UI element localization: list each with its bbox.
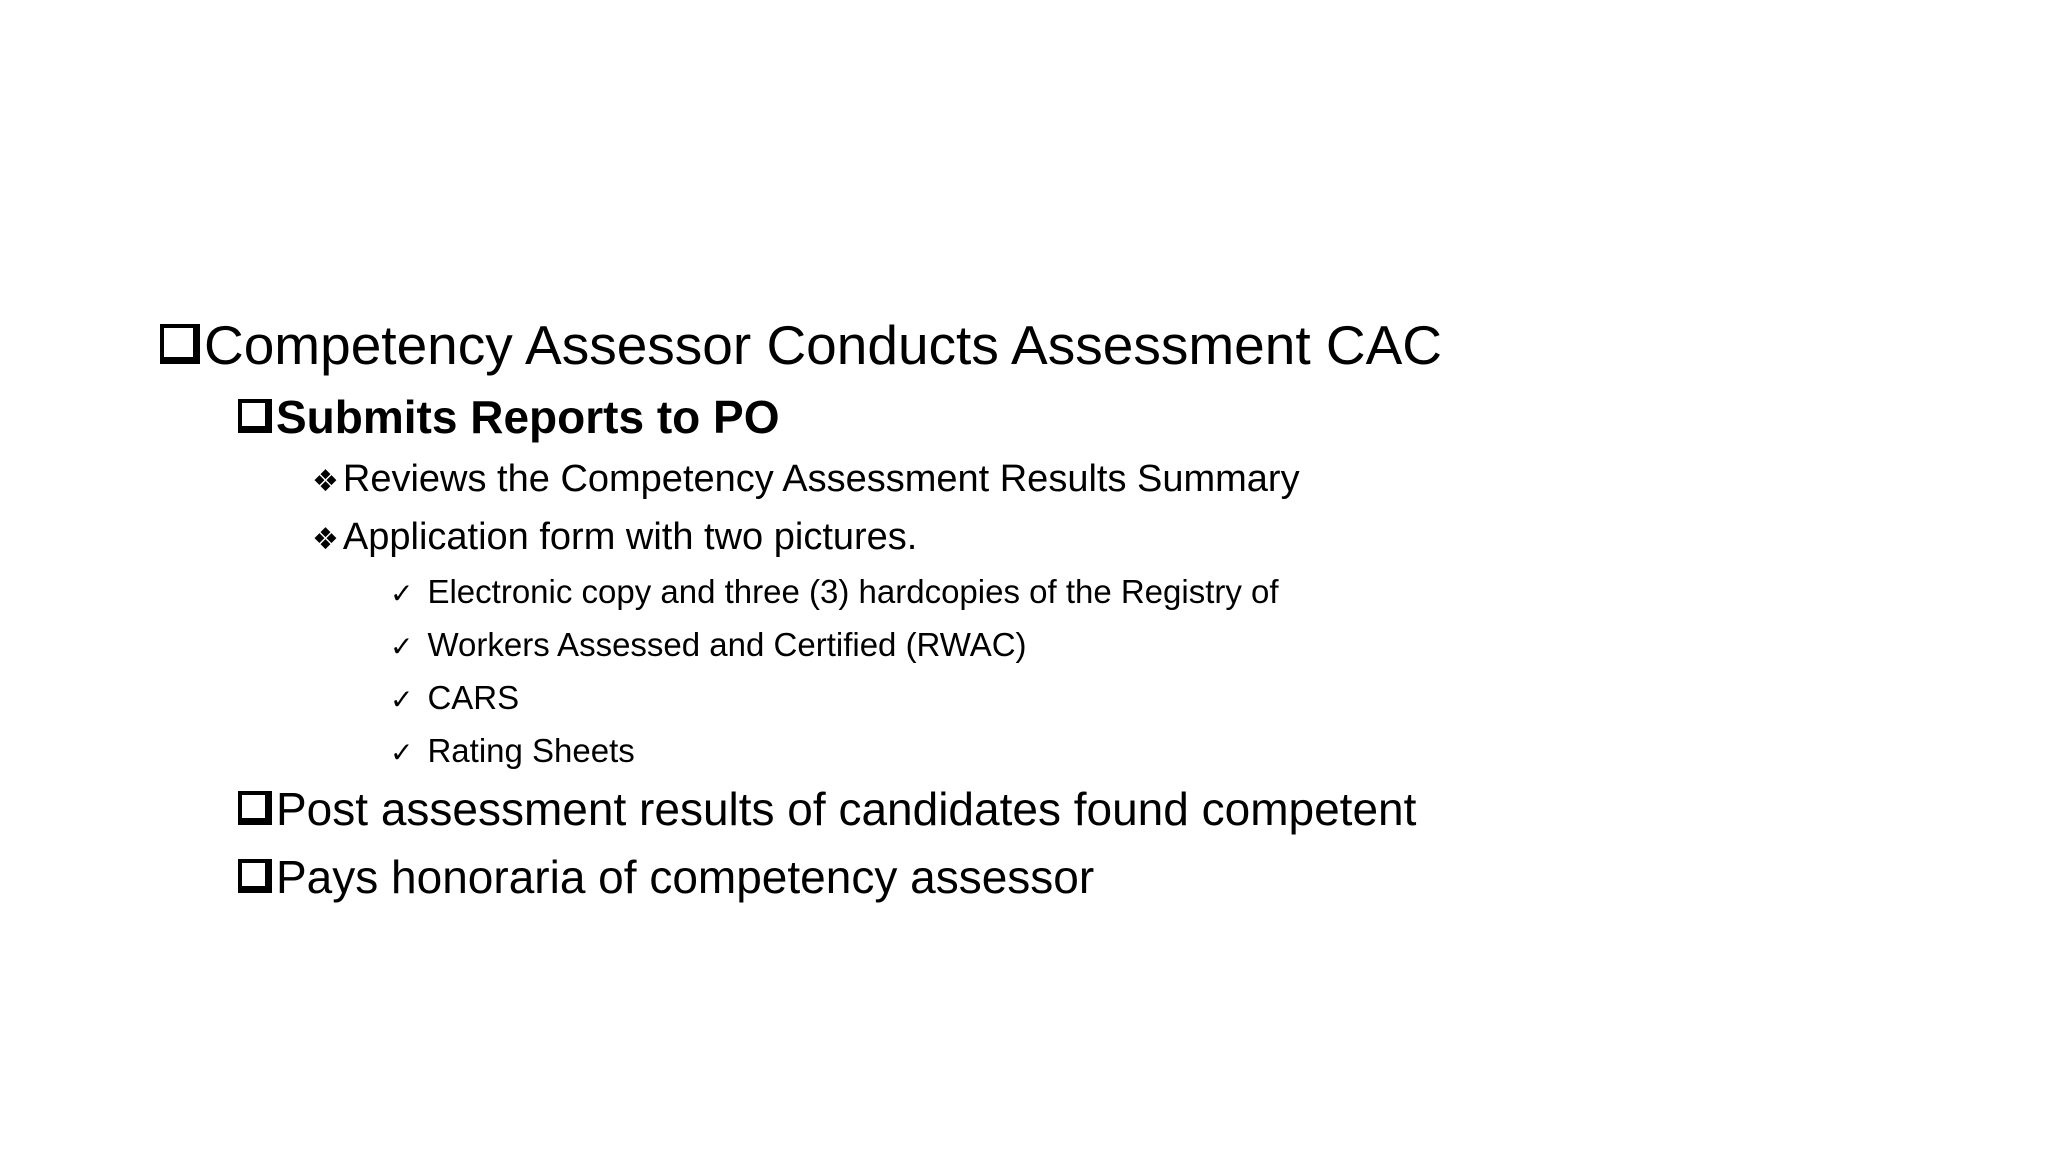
- square-bullet-icon: [238, 791, 272, 831]
- item-text: Competency Assessor Conducts Assessment CAC: [204, 314, 1443, 376]
- item-text: Electronic copy and three (3) hardcopies of the Registry of: [427, 573, 1279, 610]
- outline-item-cars: [390, 681, 519, 714]
- item-text: Reviews the Competency Assessment Results Summary: [342, 458, 1300, 500]
- square-bullet-icon: [238, 859, 272, 899]
- outline-item-rating-sheets: [390, 734, 635, 767]
- check-bullet-icon: ✓: [390, 683, 414, 716]
- outline-item-application-form: [312, 518, 917, 556]
- item-text: Rating Sheets: [427, 732, 635, 769]
- square-bullet-icon: [238, 399, 272, 439]
- item-text: Pays honoraria of competency assessor: [276, 851, 1095, 903]
- item-text: Post assessment results of candidates found competent: [276, 783, 1417, 835]
- outline-item-conducts-assessment: [160, 314, 1443, 376]
- check-bullet-icon: ✓: [390, 630, 414, 663]
- diamond-quad-bullet-icon: ❖: [312, 522, 339, 557]
- item-text: Submits Reports to PO: [276, 391, 780, 443]
- outline-item-electronic-copy: [390, 575, 1279, 608]
- outline-item-rwac: [390, 628, 1027, 661]
- check-bullet-icon: ✓: [390, 577, 414, 610]
- item-text: CARS: [427, 679, 520, 716]
- diamond-quad-bullet-icon: ❖: [312, 464, 339, 499]
- item-text: Workers Assessed and Certified (RWAC): [427, 626, 1027, 663]
- item-text: Application form with two pictures.: [342, 516, 918, 558]
- outline-item-post-results: [238, 783, 1417, 835]
- outline-item-submits-reports: [238, 391, 780, 443]
- square-bullet-icon: [160, 324, 200, 372]
- check-bullet-icon: ✓: [390, 736, 414, 769]
- outline-item-reviews-summary: [312, 460, 1300, 498]
- outline-item-pays-honoraria: [238, 851, 1095, 903]
